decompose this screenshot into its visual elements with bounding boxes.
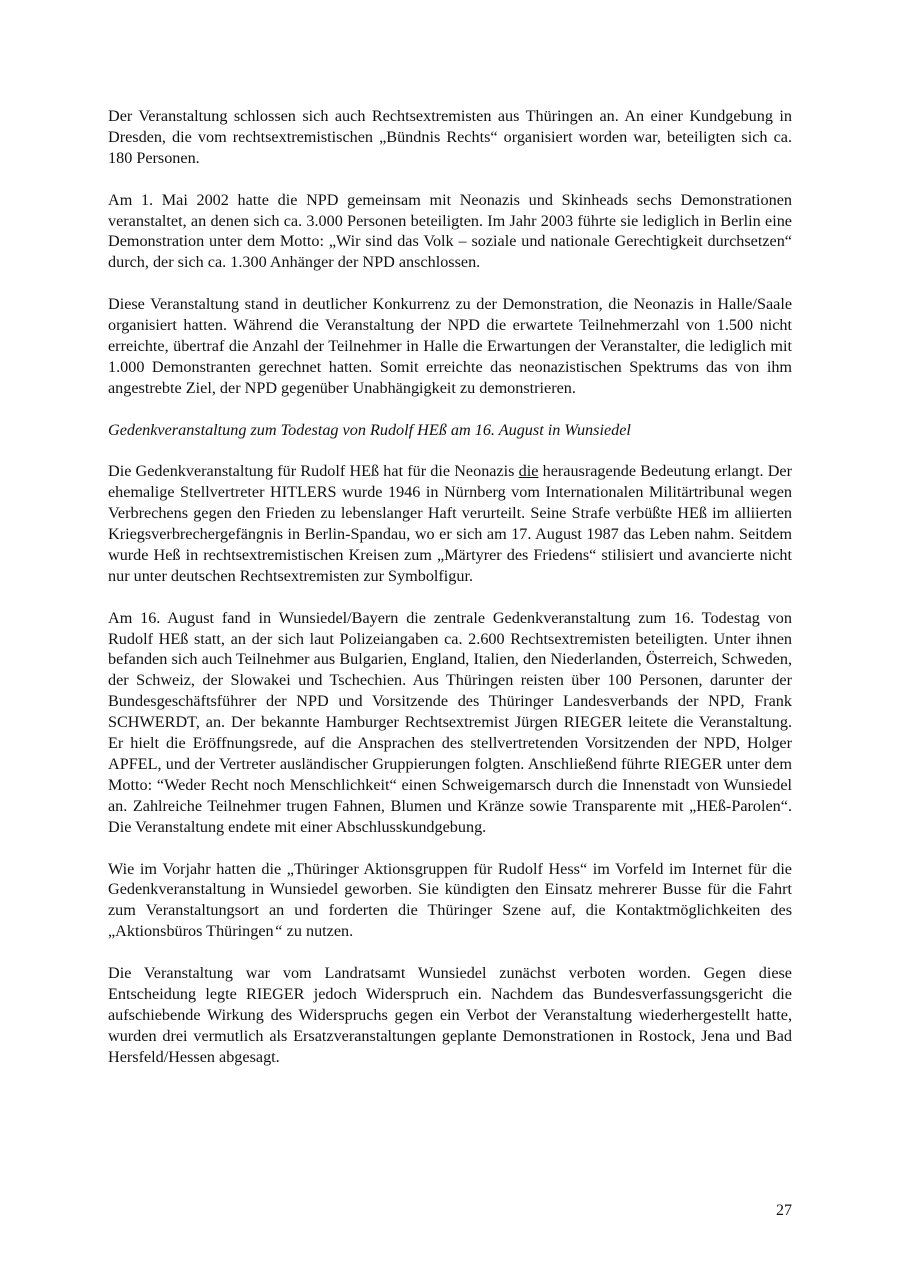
paragraph-4-start: Die Gedenkveranstaltung für Rudolf HEß hat für die Neonazis [108, 462, 519, 481]
paragraph-3: Diese Veranstaltung stand in deutlicher Konkurrenz zu der Demonstration, die Neonazis in Halle/Saale organisiert hatten. Während die Veranstaltung der NPD die erwartete Teilnehmerzahl von 1.500 nicht erreichte, übertraf die Anzahl der Teilnehmer in Halle die Erwartungen der Veranstalter, die lediglich mit 1.000 Demonstranten gerechnet hatten. Somit erreichte das neonazistischen Spektrums das von ihm angestrebte Ziel, der NPD gegenüber Unabhängigkeit zu demonstrieren. [108, 295, 792, 397]
paragraph-4 [108, 461, 792, 586]
paragraph-6-rest: zu nutzen. [282, 922, 354, 941]
paragraph-6 [108, 859, 792, 943]
underlined-word: die [518, 462, 539, 481]
section-heading: Gedenkveranstaltung zum Todestag von Rudolf HEß am 16. August in Wunsiedel [108, 420, 631, 439]
paragraph-6-start: Wie im Vorjahr hatten die „Thüringer Aktionsgruppen für Rudolf Hess“ im Vorfeld im Internet für die Gedenkveranstaltung in Wunsiedel geworben. Sie kündigten den Einsatz mehrerer Busse für die Fahrt zum Veranstaltungsort an und forderten die Thüringer Szene auf, die Kontaktmöglichkeiten des „Aktionsbüros Thüringen [108, 859, 792, 941]
paragraph-2: Am 1. Mai 2002 hatte die NPD gemeinsam mit Neonazis und Skinheads sechs Demonstrationen veranstaltet, an denen sich ca. 3.000 Personen beteiligten. Im Jahr 2003 führte sie lediglich in Berlin eine Demonstration unter dem Motto: „Wir sind das Volk – soziale und nationale Gerechtigkeit durchsetzen“ durch, der sich ca. 1.300 Anhänger der NPD anschlossen. [108, 190, 792, 272]
paragraph-4-rest: herausragende Bedeutung erlangt. Der ehemalige Stellvertreter HITLERS wurde 1946 in Nürnberg vom Internationalen Militärtribunal wegen Verbrechens gegen den Frieden zu lebenslanger Haft verurteilt. Seine Strafe verbüßte HEß im alliierten Kriegsverbrechergefängnis in Berlin-Spandau, wo er sich am 17. August 1987 das Leben nahm. Seitdem wurde Heß in rechtsextremistischen Kreisen zum „Märtyrer des Friedens“ stilisiert und avancierte nicht nur unter deutschen Rechtsextremisten zur Symbolfigur. [108, 462, 792, 585]
italic-quote-mark: “ [273, 922, 283, 941]
paragraph-7: Die Veranstaltung war vom Landratsamt Wunsiedel zunächst verboten worden. Gegen diese Entscheidung legte RIEGER jedoch Widerspruch ein. Nachdem das Bundesverfassungsgericht die aufschiebende Wirkung des Widerspruchs gegen ein Verbot der Veranstaltung wiederhergestellt hatte, wurden drei vermutlich als Ersatzveranstaltungen geplante Demonstrationen in Rostock, Jena und Bad Hersfeld/Hessen abgesagt. [108, 964, 792, 1066]
document-body [108, 106, 792, 1088]
paragraph-1: Der Veranstaltung schlossen sich auch Rechtsextremisten aus Thüringen an. An einer Kundgebung in Dresden, die vom rechtsextremistischen „Bündnis Rechts“ organisiert worden war, beteiligten sich ca. 180 Personen. [108, 107, 792, 167]
page-number: 27 [776, 1202, 792, 1219]
paragraph-5: Am 16. August fand in Wunsiedel/Bayern die zentrale Gedenkveranstaltung zum 16. Todestag von Rudolf HEß statt, an der sich laut Polizeiangaben ca. 2.600 Rechtsextremisten beteiligten. Unter ihnen befanden sich auch Teilnehmer aus Bulgarien, England, Italien, den Niederlanden, Österreich, Schweden, der Schweiz, der Slowakei und Tschechien. Aus Thüringen reisten über 100 Personen, darunter der Bundesgeschäftsführer der NPD und Vorsitzende des Thüringer Landesverbands der NPD, Frank SCHWERDT, an. Der bekannte Hamburger Rechtsextremist Jürgen RIEGER leitete die Veranstaltung. Er hielt die Eröffnungsrede, auf die Ansprachen des stellvertretenden Vorsitzenden der NPD, Holger APFEL, und der Vertreter ausländischer Gruppierungen folgten. Anschließend führte RIEGER unter dem Motto: “Weder Recht noch Menschlichkeit“ einen Schweigemarsch durch die Innenstadt von Wunsiedel an. Zahlreiche Teilnehmer trugen Fahnen, Blumen und Kränze sowie Transparente mit „HEß-Parolen“. Die Veranstaltung endete mit einer Abschlusskundgebung. [108, 608, 792, 836]
